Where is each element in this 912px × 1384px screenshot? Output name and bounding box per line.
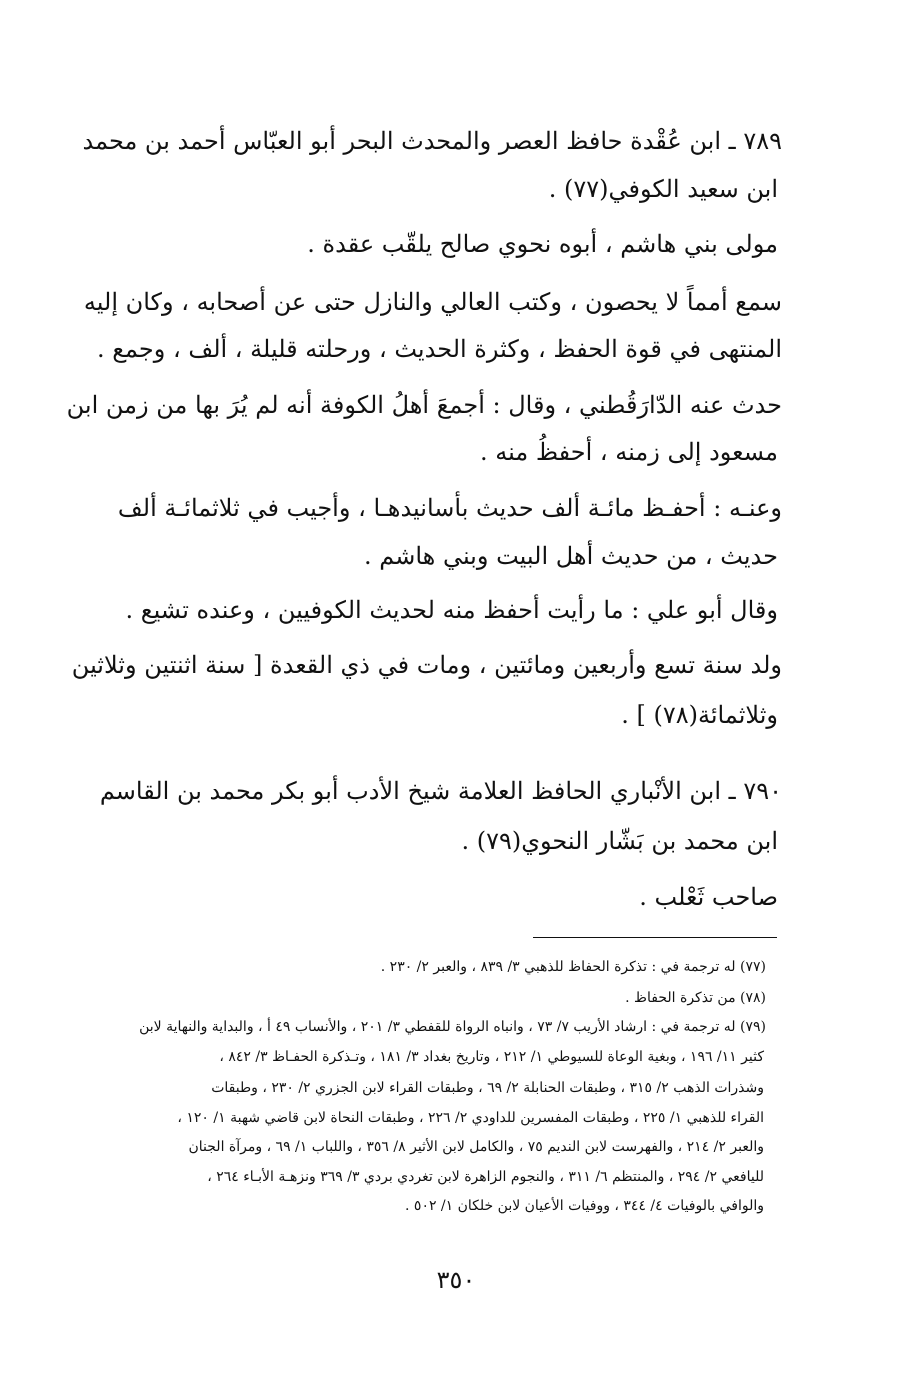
entry-790-line-2: ابن محمد بن بَشّار النحوي(٧٩) .: [461, 827, 778, 855]
paragraph-line: صاحب ثَعْلب .: [639, 883, 778, 911]
footnote-divider: [533, 937, 777, 938]
entry-789-line-1: ٧٨٩ ـ ابن عُقْدة حافظ العصر والمحدث البحر أبو العبّاس أحمد بن محمد: [82, 127, 782, 155]
entry-790-line-1: ٧٩٠ ـ ابن الأنْباري الحافظ العلامة شيخ الأدب أبو بكر محمد بن القاسم: [99, 777, 782, 805]
footnote-line: (٧٩) له ترجمة في : ارشاد الأريب ٧/ ٧٣ ، وانباه الرواة للقفطي ٣/ ٢٠١ ، والأنساب ٤٩ أ ، والبداية والنهاية لابن: [139, 1019, 766, 1035]
paragraph-line: وقال أبو علي : ما رأيت أحفظ منه لحديث الكوفيين ، وعنده تشيع .: [125, 596, 778, 624]
footnote-line: (٧٧) له ترجمة في : تذكرة الحفاظ للذهبي ٣/ ٨٣٩ ، والعبر ٢/ ٢٣٠ .: [380, 959, 766, 975]
paragraph-line: مسعود إلى زمنه ، أحفظُ منه .: [479, 438, 778, 466]
page-number: ٣٥٠: [436, 1266, 476, 1294]
footnote-line: والوافي بالوفيات ٤/ ٣٤٤ ، ووفيات الأعيان لابن خلكان ١/ ٥٠٢ .: [405, 1198, 764, 1214]
paragraph-line: وعنـه : أحفـظ مائـة ألف حديث بأسانيدهـا ، وأجيب في ثلاثمائـة ألف: [117, 494, 782, 522]
footnote-line: (٧٨) من تذكرة الحفاظ .: [625, 990, 766, 1006]
paragraph-line: مولى بني هاشم ، أبوه نحوي صالح يلقّب عقدة .: [307, 230, 778, 258]
paragraph-line: حديث ، من حديث أهل البيت وبني هاشم .: [364, 542, 778, 570]
footnote-line: وشذرات الذهب ٢/ ٣١٥ ، وطبقات الحنابلة ٢/ ٦٩ ، وطبقات القراء لابن الجزري ٢/ ٢٣٠ ، وطبقات: [211, 1080, 764, 1096]
paragraph-line: وثلاثمائة(٧٨) ] .: [621, 701, 778, 729]
paragraph-line: سمع أمماً لا يحصون ، وكتب العالي والنازل حتى عن أصحابه ، وكان إليه: [83, 288, 782, 316]
paragraph-line: حدث عنه الدّارَقُطني ، وقال : أجمعَ أهلُ الكوفة أنه لم يُرَ بها من زمن ابن: [66, 391, 782, 419]
footnote-line: والعبر ٢/ ٢١٤ ، والفهرست لابن النديم ٧٥ ، والكامل لابن الأثير ٨/ ٣٥٦ ، واللباب ١/ ٦٩ ، ومرآة الجنان: [188, 1139, 764, 1155]
paragraph-line: ولد سنة تسع وأربعين ومائتين ، ومات في ذي القعدة [ سنة اثنتين وثلاثين: [71, 651, 782, 679]
footnote-line: القراء للذهبي ١/ ٢٢٥ ، وطبقات المفسرين للداودي ٢/ ٢٢٦ ، وطبقات النحاة لابن قاضي شهبة ١/ ١٢٠ ،: [177, 1110, 764, 1126]
paragraph-line: المنتهى في قوة الحفظ ، وكثرة الحديث ، ورحلته قليلة ، ألف ، وجمع .: [97, 335, 782, 363]
footnote-line: كثير ١١/ ١٩٦ ، وبغية الوعاة للسيوطي ١/ ٢١٢ ، وتاريخ بغداد ٣/ ١٨١ ، وتـذكرة الحفـاظ ٣/ ٨٤٢ ،: [219, 1049, 764, 1065]
footnote-line: لليافعي ٢/ ٢٩٤ ، والمنتظم ٦/ ٣١١ ، والنجوم الزاهرة لابن تغردي بردي ٣/ ٣٦٩ ونزهـة الأبـاء ٢٦٤ ،: [207, 1169, 764, 1185]
entry-789-line-2: ابن سعيد الكوفي(٧٧) .: [548, 175, 778, 203]
